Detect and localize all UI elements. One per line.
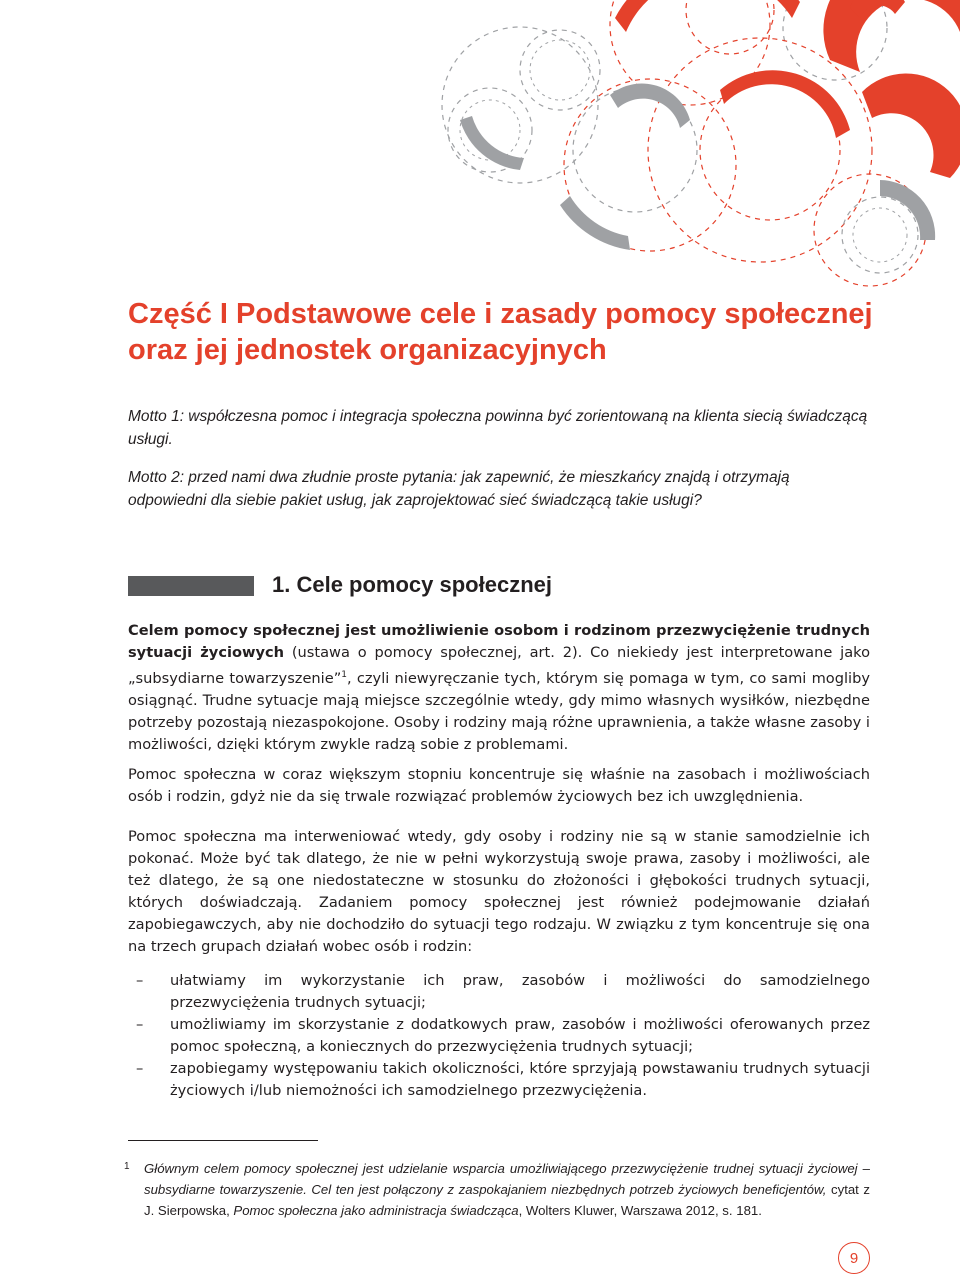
footnote-cite-suffix: , Wolters Kluwer, Warszawa 2012, s. 181. [518,1203,762,1218]
footnote-reference[interactable]: 1 [341,670,348,680]
list-item [128,970,870,1014]
motto-1: Motto 1: współczesna pomoc i integracja społeczna powinna być zorientowaną na klienta siecią świadczącą usługi. [128,408,868,448]
bullet-dash: – [136,972,144,989]
footnote-cite-prefix: cytat z J. Sierpowska, [144,1182,870,1218]
list-item-text: ułatwiamy im wykorzystanie ich praw, zasobów i możliwości do samodzielnego przezwyciężenia trudnych sytuacji; [170,972,870,1011]
list-item-text: umożliwiamy im skorzystanie z dodatkowych praw, zasobów i możliwości oferowanych przez pomoc społeczną, a koniecznych do przezwyciężenia trudnych sytuacji; [170,1016,870,1055]
paragraph-3: Pomoc społeczna ma interweniować wtedy, gdy osoby i rodziny nie są w stanie samodzielnie ich pokonać. Może być tak dlatego, że nie w pełni wykorzystują swoje prawa, zasoby i możliwości, ale też dlatego, że są one niedostateczne w stosunku do złożoności i głębokości trudnych sytuacji, których doświadczają. Zadaniem pomocy społecznej jest również podejmowanie działań zapobiegawczych, aby nie dochodziło do sytuacji tego rodzaju. W związku z tym koncentruje się ona na trzech grupach działań wobec osób i rodzin: [128,828,870,955]
chapter-title-line1: Część I Podstawowe cele i zasady pomocy społecznej [128,298,873,330]
paragraph-2: Pomoc społeczna w coraz większym stopniu koncentruje się właśnie na zasobach i możliwościach osób i rodzin, gdyż nie da się trwale rozwiązać problemów życiowych bez ich uwzględnienia. [128,766,870,805]
bullet-dash: – [136,1016,144,1033]
action-list [128,970,870,1102]
footnote-italic-text: Głównym celem pomocy społecznej jest udzielanie wsparcia umożliwiającego przezwyciężenie trudnej sytuacji życiowej – subsydiarne towarzyszenie. Cel ten jest połączony z zaspokajaniem niezbędnych potrzeb życiowych beneficjentów, [144,1161,870,1197]
paragraph-1-text-b: , czyli niewyręczanie tych, którym się pomaga w tym, co sami mogliby osiągnąć. Trudne sytuacje mają miejsce szczególnie wtedy, gdy mimo własnych wysiłków, niezbędne potrzeby pozostają niezaspokojone. Osoby i rodziny mają różne uprawnienia, a także własne zasoby i możliwości, dzięki którym zwykle radzą sobie z problemami. [128,669,870,753]
footnote-divider [128,1140,318,1141]
motto-2: Motto 2: przed nami dwa złudnie proste pytania: jak zapewnić, że mieszkańcy znajdą i otrzymają odpowiedni dla siebie pakiet usług, jak zaprojektować sieć świadczącą takie usługi? [128,469,790,509]
page-number: 9 [838,1242,870,1274]
paragraph-1 [128,620,870,756]
chapter-title-line2: oraz jej jednostek organizacyjnych [128,334,607,366]
list-item [128,1014,870,1058]
section-heading: 1. Cele pomocy społecznej [272,572,552,597]
footnote-mark: 1 [124,1161,130,1172]
list-item [128,1058,870,1102]
list-item-text: zapobiegamy występowaniu takich okoliczności, które sprzyjają powstawaniu trudnych sytuacji życiowych i/lub niemożności ich samodzielnego przezwyciężenia. [170,1060,870,1099]
chapter-title [128,296,908,368]
decorative-circles-graphic [0,0,960,300]
bullet-dash: – [136,1060,144,1077]
footnote-cite-title: Pomoc społeczna jako administracja świadcząca [233,1203,519,1218]
section-marker-bar [128,576,254,596]
footnote [124,1158,870,1221]
paragraph-1-text-a: (ustawa o pomocy społecznej, art. 2). Co niekiedy jest interpretowane jako „subsydiarne towarzyszenie” [128,644,871,687]
paragraph-1-bold-lead: Celem pomocy społecznej jest umożliwienie osobom i rodzinom przezwyciężenie trudnych sytuacji życiowych [128,622,870,661]
footnote-text [128,1158,870,1221]
